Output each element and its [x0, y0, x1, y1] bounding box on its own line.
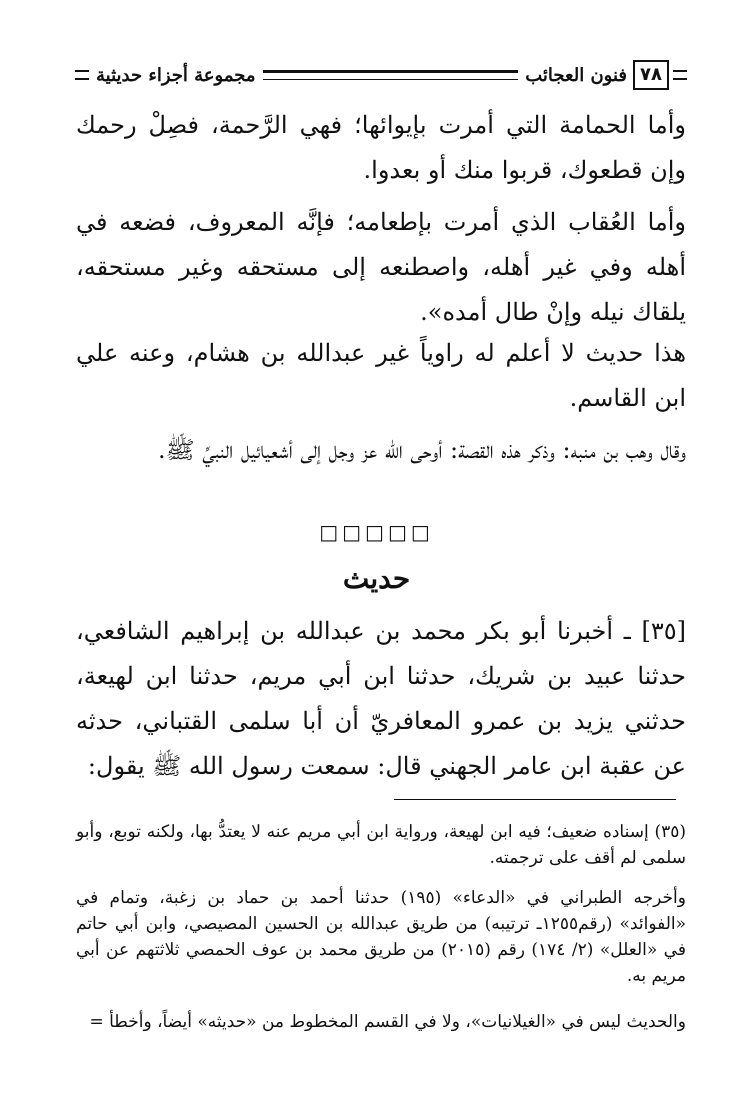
header-rule: [263, 70, 519, 80]
header-end-rule: [673, 70, 687, 80]
footnote: [76, 885, 686, 989]
page-number: ٧٨: [633, 60, 669, 90]
footnote-divider: [394, 799, 676, 800]
paragraph: وأما العُقاب الذي أمرت بإطعامه؛ فإنَّه المعروف، فضعه في أهله وفي غير أهله، واصطنعه إلى مستحقه وغير مستحقه، يلقاك نيله وإنْ طال أمده».: [76, 208, 686, 326]
section-ornament: □□□□□: [319, 520, 434, 544]
footnote-text: والحديث ليس في «الغيلانيات»، ولا في القسم المخطوط من «حديثه» أيضاً، وأخطأ =: [89, 1012, 686, 1032]
footnote-text: وأخرجه الطبراني في «الدعاء» (١٩٥) حدثنا أحمد بن حماد بن زغبة، وتمام في «الفوائد» (رقم١٢٥٥ـ ترتيبه) من طريق عبدالله بن الحسين المصيصي، وابن أبي حاتم في «العلل» (٢/ ١٧٤) رقم (٢٠١٥) من طريق محمد بن عوف الحمصي ثلاثتهم عن أبي مريم به.: [76, 888, 687, 986]
collection-title: مجموعة أجزاء حديثية: [96, 64, 256, 86]
footnote-text: (٣٥) إسناده ضعيف؛ فيه ابن لهيعة، ورواية ابن أبي مريم عنه لا يعتدُّ بها، ولكنه توبع، وأبو سلمى لم أقف على ترجمته.: [76, 822, 686, 868]
paragraph: وقال وهب بن منبه: وذكر هذه القصة: أوحى الله عز وجل إلى أشعيائيل النبيِّ ﷺ.: [158, 436, 686, 464]
header-end-rule: [75, 70, 89, 80]
footnote: [76, 819, 686, 871]
chapter-title: فنون العجائب: [525, 64, 628, 86]
section-title: حديث: [342, 562, 411, 595]
hadith-text: [٣٥] ـ أخبرنا أبو بكر محمد بن عبدالله بن إبراهيم الشافعي، حدثنا عبيد بن شريك، حدثنا ابن أبي مريم، حدثنا ابن لهيعة، حدثني يزيد بن عمرو المعافريّ أن أبا سلمى القتباني، حدثه عن عقبة ابن عامر الجهني قال: سمعت رسول الله ﷺ يقول:: [76, 617, 687, 780]
paragraph: هذا حديث لا أعلم له راوياً غير عبدالله بن هشام، وعنه علي ابن القاسم.: [76, 339, 687, 412]
running-header: [75, 58, 687, 92]
paragraph: وأما الحمامة التي أمرت بإيوائها؛ فهي الرَّحمة، فصِلْ رحمك وإن قطعوك، قربوا منك أو بعدوا.: [76, 111, 686, 184]
footnote: [76, 1009, 686, 1035]
